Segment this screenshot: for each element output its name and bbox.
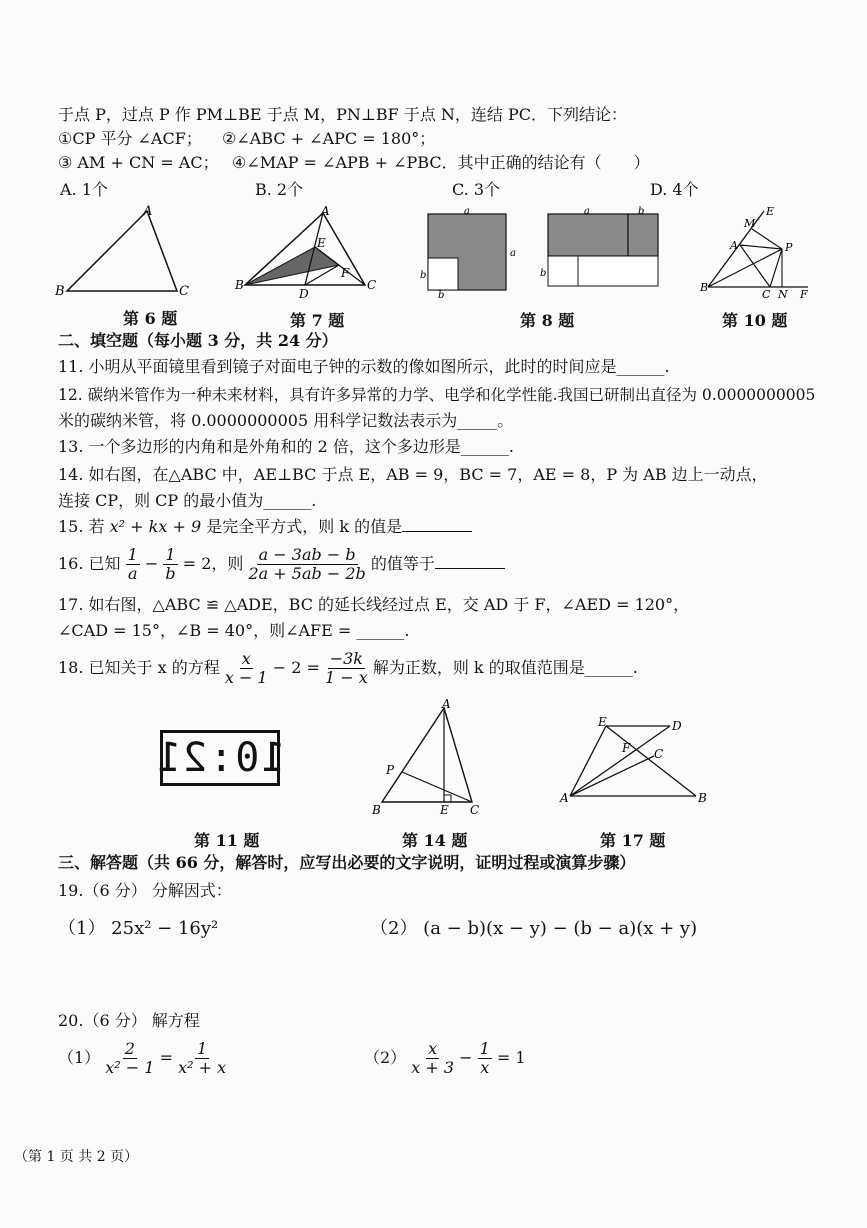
label-A: A — [560, 791, 569, 805]
q15-pre: 15. 若 — [58, 517, 105, 536]
label-b-top2: b — [638, 206, 645, 217]
page-footer: （第 1 页 共 2 页） — [14, 1149, 139, 1165]
q16-fraction-2: $\frac{1}{b}$ — [165, 545, 176, 583]
label-N: N — [778, 288, 788, 301]
q10-option-d: D. 4个 — [650, 180, 699, 199]
q10-conclusion-2: ②∠ABC + ∠APC = 180°； — [222, 129, 436, 148]
q15-line — [58, 516, 472, 538]
q15-expression: x² + kx + 9 — [109, 517, 202, 536]
label-a-top: a — [464, 206, 470, 217]
label-A: A — [442, 697, 451, 711]
q10-option-a: A. 1个 — [60, 180, 108, 199]
caption-fig8: 第 8 题 — [520, 311, 575, 330]
q18-line — [58, 648, 638, 688]
q17-text-b: ∠CAD = 15°，∠B = 40°，则∠AFE = ______. — [58, 621, 410, 640]
q16-pre: 16. 已知 — [58, 554, 121, 573]
label-D: D — [299, 287, 309, 301]
label-B: B — [55, 284, 65, 299]
label-P: P — [785, 241, 793, 254]
q16-answer-blank[interactable] — [435, 568, 505, 569]
q14-text-b: 连接 CP，则 CP 的最小值为______. — [58, 491, 317, 510]
label-D: D — [672, 719, 682, 733]
figure-10 — [700, 205, 815, 300]
section3-title: 三、解答题（共 66 分，解答时，应写出必要的文字说明，证明过程或演算步骤） — [58, 853, 636, 872]
q20-1-fraction-2: $\frac{1}{\text{x² + x}}$ — [178, 1039, 227, 1077]
q12-text-a: 12. 碳纳米管作为一种未来材料，具有许多异常的力学、电学和化学性能.我国已研制出直径为 0.0000000005 — [58, 386, 816, 404]
label-b-bottom: b — [438, 290, 445, 301]
q16-line — [58, 544, 505, 584]
figure-14 — [368, 697, 488, 818]
label-F: F — [341, 266, 350, 280]
label-A: A — [143, 204, 153, 219]
q17-text-a: 17. 如右图，△ABC ≌ △ADE，BC 的延长线经过点 E，交 AD 于 F，∠AED = 120°， — [58, 595, 690, 614]
q20-2-pre: （2） — [364, 1048, 407, 1067]
q20-1-fraction-1: $\frac{2}{\text{x² − 1}}$ — [105, 1039, 155, 1077]
q13-text: 13. 一个多边形的内角和是外角和的 2 倍，这个多边形是______. — [58, 437, 514, 456]
q16-fraction-3: $\frac{a - 3ab - b}{2a + 5ab - 2b}$ — [248, 545, 366, 583]
q19-title: 19.（6 分） 分解因式： — [58, 881, 232, 900]
label-E: E — [317, 236, 326, 250]
caption-fig11: 第 11 题 — [194, 831, 260, 850]
q16-minus: − — [144, 554, 159, 573]
figure-17 — [560, 712, 720, 812]
label-F: F — [622, 741, 631, 755]
q11-text: 11. 小明从平面镜里看到镜子对面电子钟的示数的像如图所示，此时的时间应是______. — [58, 357, 670, 376]
q15-answer-blank[interactable] — [402, 531, 472, 532]
q10-option-b: B. 2个 — [255, 180, 304, 199]
q19-part2: （2） (a − b)(x − y) − (b − a)(x + y) — [370, 918, 698, 939]
q18-post: 解为正数，则 k 的取值范围是______. — [372, 658, 638, 677]
q16-post: 的值等于 — [370, 554, 435, 573]
caption-fig10: 第 10 题 — [722, 311, 788, 330]
q10-conclusion-1: ①CP 平分 ∠ACF； — [58, 129, 202, 148]
label-A: A — [321, 204, 330, 218]
label-M: M — [744, 217, 756, 230]
label-B: B — [372, 803, 381, 817]
q20-part2 — [364, 1036, 526, 1080]
label-C: C — [179, 284, 189, 299]
label-F: F — [800, 288, 808, 301]
caption-fig6: 第 6 题 — [123, 309, 178, 328]
q20-2-fraction-1: $\frac{x}{x + 3}$ — [411, 1039, 455, 1077]
label-B: B — [235, 278, 244, 292]
figure-7 — [235, 205, 380, 300]
section2-title: 二、填空题（每小题 3 分，共 24 分） — [58, 331, 338, 350]
q20-2-eq: = 1 — [496, 1048, 526, 1067]
q14-text-a: 14. 如右图，在△ABC 中，AE⊥BC 于点 E，AB = 9，BC = 7，AE = 8，P 为 AB 边上一动点， — [58, 465, 768, 484]
q10-conclusion-4: ④∠MAP = ∠APB + ∠PBC．其中正确的结论有（ ） — [232, 153, 650, 172]
label-E: E — [598, 715, 607, 729]
q19-part1: （1） 25x² − 16y² — [58, 918, 219, 939]
label-A: A — [730, 239, 738, 252]
label-E: E — [440, 803, 449, 817]
q12-text-b: 米的碳纳米管，将 0.0000000005 用科学记数法表示为_____。 — [58, 411, 514, 430]
q18-fraction-2: $\frac{-3k}{1 - x}$ — [324, 649, 368, 687]
q20-part1 — [58, 1036, 226, 1080]
q20-1-eq: = — [159, 1048, 173, 1067]
q20-1-pre: （1） — [58, 1048, 101, 1067]
label-b-left2: b — [540, 268, 547, 279]
q10-line1: 于点 P，过点 P 作 PM⊥BE 于点 M，PN⊥BF 于点 N，连结 PC．下列结论： — [58, 105, 628, 124]
label-C: C — [654, 747, 664, 761]
q18-mid: − 2 = — [272, 658, 320, 677]
label-B: B — [700, 281, 709, 294]
q18-fraction-1: $\frac{x}{x - 1}$ — [224, 649, 268, 687]
label-a-top2: a — [584, 206, 590, 217]
label-b-left: b — [420, 270, 427, 281]
q16-eq: = 2，则 — [182, 554, 244, 573]
caption-fig7: 第 7 题 — [290, 311, 345, 330]
figure-6 — [55, 205, 195, 300]
q20-2-fraction-2: $\frac{1}{x}$ — [479, 1039, 490, 1077]
q16-fraction-1: $\frac{1}{a}$ — [127, 545, 138, 583]
caption-fig14: 第 14 题 — [402, 831, 468, 850]
q20-title: 20.（6 分） 解方程 — [58, 1011, 200, 1030]
label-E: E — [766, 205, 775, 218]
label-a-right: a — [510, 248, 516, 259]
caption-fig17: 第 17 题 — [600, 831, 666, 850]
figure-8 — [418, 206, 718, 301]
label-B: B — [698, 791, 707, 805]
q18-pre: 18. 已知关于 x 的方程 — [58, 658, 220, 677]
label-C: C — [470, 803, 480, 817]
label-C: C — [762, 288, 771, 301]
clock-display — [154, 730, 286, 786]
clock-digits: 10:21 — [154, 735, 286, 781]
q20-2-minus: − — [459, 1048, 473, 1067]
label-C: C — [367, 278, 377, 292]
label-P: P — [386, 763, 395, 777]
q10-conclusion-3: ③ AM + CN = AC； — [58, 153, 219, 172]
q10-option-c: C. 3个 — [452, 180, 501, 199]
q15-post: 是完全平方式，则 k 的值是 — [206, 517, 403, 536]
